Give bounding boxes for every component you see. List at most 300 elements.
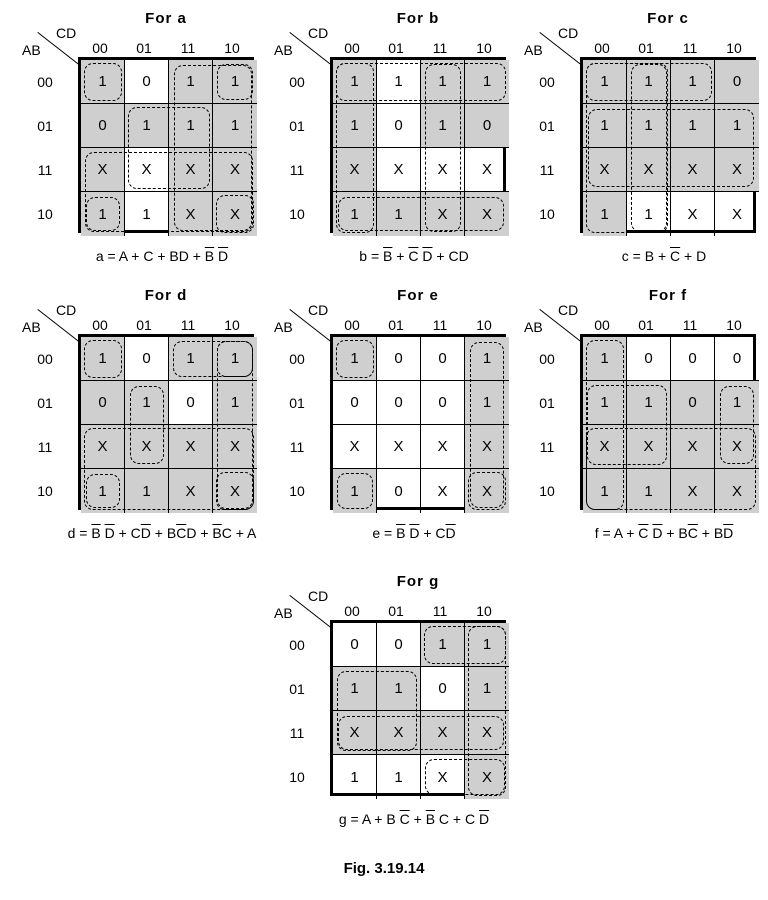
kmap-cell: [333, 381, 377, 425]
kmap-cell: [421, 104, 465, 148]
kmap-cell: [671, 381, 715, 425]
complemented-variable: $\overline{D}$: [104, 525, 115, 541]
complemented-variable: $\overline{D}$: [445, 525, 456, 541]
cell-value: 1: [350, 73, 359, 90]
cell-value: 1: [350, 768, 359, 786]
cell-value: X: [599, 438, 610, 455]
column-header: 01: [388, 317, 404, 333]
cell-value: 1: [98, 73, 107, 90]
cell-value: X: [97, 161, 108, 178]
cell-value: 1: [230, 394, 240, 411]
cell-value: 1: [186, 117, 195, 134]
row-header: 00: [539, 74, 555, 90]
cell-value: X: [731, 161, 742, 178]
cell-value: 0: [394, 394, 403, 411]
cell-value: 1: [230, 350, 240, 367]
kmap-cell: [377, 755, 421, 799]
cell-value: 0: [688, 394, 697, 411]
complemented-variable: $\overline{B}$: [212, 525, 222, 541]
row-header: 10: [37, 206, 53, 222]
row-header: 01: [539, 118, 555, 134]
column-header: 00: [344, 317, 360, 333]
kmap-cell: [583, 148, 627, 192]
column-header: 01: [136, 40, 152, 56]
column-header: 11: [432, 603, 448, 619]
column-header: 00: [92, 317, 108, 333]
row-header: 10: [539, 483, 555, 499]
cell-value: X: [229, 161, 240, 178]
complemented-variable: $\overline{C}$: [670, 248, 681, 264]
kmap-cell: [333, 60, 377, 104]
kmap-cell: [333, 337, 377, 381]
cell-value: X: [393, 724, 404, 741]
cell-value: 1: [438, 117, 447, 134]
kmap-cell: [465, 104, 509, 148]
kmap-cell: [125, 148, 169, 192]
kmap-cell: [377, 381, 421, 425]
equation-term: + B: [662, 525, 688, 541]
column-header: 10: [726, 317, 742, 333]
row-header: 01: [539, 395, 555, 411]
cell-value: 1: [482, 394, 492, 411]
kmap-cell: [377, 148, 421, 192]
kmap-f: [514, 287, 742, 547]
kmap-cell: [627, 192, 671, 236]
cell-value: X: [141, 161, 152, 178]
kmap-grid: [78, 334, 254, 510]
kmap-grid: [78, 57, 254, 233]
kmap-cell: [169, 469, 213, 513]
boolean-equation: [534, 525, 768, 541]
cell-value: X: [687, 438, 698, 455]
kmap-cell: [465, 711, 509, 755]
equation-term: C + C: [435, 811, 479, 827]
cell-value: 1: [350, 117, 359, 134]
cell-value: X: [481, 724, 492, 741]
kmap-cell: [421, 623, 465, 667]
complemented-variable: $\overline{D}$: [652, 525, 663, 541]
kmap-cell: [715, 148, 759, 192]
kmap-cell: [421, 667, 465, 711]
cell-value: 1: [98, 350, 107, 367]
kmap-grid: [330, 620, 506, 796]
kmap-cell: [169, 381, 213, 425]
kmap-cell: [465, 337, 509, 381]
kmap-cell: [671, 104, 715, 148]
complemented-variable: $\overline{C}$: [638, 525, 649, 541]
kmap-cell: [421, 148, 465, 192]
cell-value: 0: [482, 117, 492, 134]
equation-term: + CD: [432, 248, 469, 264]
equation-term: +: [409, 811, 426, 827]
kmap-cell: [421, 425, 465, 469]
cell-value: X: [687, 161, 698, 178]
kmap-cell: [627, 337, 671, 381]
kmap-cell: [671, 60, 715, 104]
cell-value: 1: [644, 73, 653, 90]
row-header: 01: [37, 395, 53, 411]
kmap-cell: [583, 192, 627, 236]
cell-value: 0: [438, 680, 447, 697]
equation-term: + B: [697, 525, 724, 541]
row-header: 01: [289, 118, 305, 134]
boolean-equation: [284, 811, 544, 827]
kmap-cell: [465, 192, 509, 236]
complemented-variable: $\overline{B}$: [91, 525, 101, 541]
kmap-c: [514, 10, 742, 270]
cell-value: 1: [482, 680, 492, 697]
row-header: 00: [289, 74, 305, 90]
complemented-variable: $\overline{C}$: [687, 525, 698, 541]
cell-value: X: [185, 205, 196, 223]
kmap-grid: [580, 334, 756, 510]
row-header: 11: [37, 162, 53, 178]
ab-axis-label: AB: [274, 605, 293, 621]
cell-value: 1: [688, 117, 697, 134]
kmap-cell: [627, 148, 671, 192]
equation-term: + B: [150, 525, 177, 541]
cell-value: X: [185, 482, 196, 500]
cell-value: 0: [394, 117, 403, 134]
equation-term: D +: [186, 525, 213, 541]
row-header: 00: [289, 637, 305, 653]
equation-term: + C: [419, 525, 446, 541]
kmap-cell: [715, 337, 759, 381]
kmap-cell: [81, 337, 125, 381]
cell-value: X: [731, 482, 742, 500]
complemented-variable: $\overline{C}$: [399, 811, 410, 827]
complemented-variable: $\overline{D}$: [723, 525, 734, 541]
cell-value: X: [97, 438, 108, 455]
cell-value: 1: [482, 636, 492, 653]
cell-value: 0: [186, 394, 195, 411]
cell-value: 1: [186, 73, 195, 90]
kmap-cell: [715, 104, 759, 148]
cell-value: X: [481, 205, 492, 223]
kmap-cell: [213, 425, 257, 469]
kmap-cell: [715, 425, 759, 469]
cell-value: X: [393, 438, 404, 455]
kmap-cell: [125, 425, 169, 469]
equation-term: +: [392, 248, 409, 264]
ab-axis-label: AB: [274, 42, 293, 58]
cell-value: X: [437, 205, 448, 223]
cell-value: 0: [644, 350, 653, 367]
kmap-cell: [627, 425, 671, 469]
cell-value: 1: [98, 205, 107, 223]
column-header: 00: [594, 317, 610, 333]
cd-axis-label: CD: [558, 25, 579, 41]
kmap-cell: [377, 337, 421, 381]
ab-axis-label: AB: [22, 319, 41, 335]
kmap-title: For c: [647, 10, 689, 27]
cell-value: 1: [644, 482, 653, 500]
cell-value: X: [731, 205, 742, 223]
boolean-equation: [32, 525, 292, 541]
kmap-cell: [81, 60, 125, 104]
kmap-cell: [213, 104, 257, 148]
cell-value: X: [185, 161, 196, 178]
equation-term: + D: [680, 248, 707, 264]
kmap-cell: [627, 381, 671, 425]
kmap-title: For d: [144, 287, 188, 304]
cell-value: X: [437, 768, 448, 786]
ab-axis-label: AB: [524, 319, 543, 335]
cell-value: X: [437, 161, 448, 178]
cell-value: 0: [350, 394, 359, 411]
column-header: 00: [344, 40, 360, 56]
kmap-cell: [125, 337, 169, 381]
row-header: 11: [289, 725, 305, 741]
kmap-cell: [213, 148, 257, 192]
cell-value: X: [643, 438, 654, 455]
cell-value: 1: [230, 73, 240, 90]
kmap-cell: [583, 104, 627, 148]
column-header: 00: [344, 603, 360, 619]
kmap-cell: [333, 192, 377, 236]
boolean-equation: [32, 248, 292, 264]
kmap-cell: [583, 469, 627, 513]
kmap-b: [264, 10, 492, 270]
row-header: 00: [539, 351, 555, 367]
kmap-cell: [333, 469, 377, 513]
kmap-cell: [333, 148, 377, 192]
ab-axis-label: AB: [524, 42, 543, 58]
cell-value: 0: [350, 636, 359, 653]
kmap-cell: [465, 755, 509, 799]
kmap-cell: [627, 60, 671, 104]
column-header: 00: [594, 40, 610, 56]
boolean-equation: [534, 248, 768, 264]
equation-term: C + A: [221, 525, 257, 541]
kmap-cell: [465, 667, 509, 711]
row-header: 01: [289, 681, 305, 697]
equation-term: c = B +: [621, 248, 671, 264]
kmap-cell: [333, 623, 377, 667]
cell-value: 1: [732, 117, 742, 134]
equation-term: a = A + C + BD +: [95, 248, 205, 264]
kmap-cell: [169, 192, 213, 236]
row-header: 10: [289, 206, 305, 222]
cell-value: 1: [732, 394, 742, 411]
cell-value: 1: [600, 73, 609, 90]
cell-value: 0: [732, 350, 742, 367]
kmap-cell: [583, 337, 627, 381]
kmap-cell: [125, 104, 169, 148]
kmap-cell: [169, 425, 213, 469]
row-header: 10: [289, 769, 305, 785]
cell-value: X: [437, 724, 448, 741]
kmap-cell: [671, 337, 715, 381]
column-header: 10: [476, 317, 492, 333]
cell-value: X: [393, 161, 404, 178]
cell-value: 1: [600, 350, 609, 367]
column-header: 01: [638, 317, 654, 333]
kmap-cell: [583, 425, 627, 469]
row-header: 10: [37, 483, 53, 499]
column-header: 11: [180, 40, 196, 56]
cell-value: 1: [600, 117, 609, 134]
cell-value: 1: [142, 117, 151, 134]
column-header: 01: [388, 40, 404, 56]
kmap-cell: [81, 469, 125, 513]
cell-value: 0: [98, 117, 107, 134]
equation-term: b =: [359, 248, 384, 264]
kmap-cell: [377, 425, 421, 469]
kmap-cell: [333, 711, 377, 755]
kmap-cell: [421, 381, 465, 425]
cell-value: 0: [732, 73, 742, 90]
cell-value: X: [229, 205, 240, 223]
complemented-variable: $\overline{D}$: [422, 248, 433, 264]
kmap-cell: [213, 337, 257, 381]
kmap-cell: [421, 192, 465, 236]
kmap-cell: [169, 104, 213, 148]
column-header: 01: [388, 603, 404, 619]
kmap-cell: [213, 60, 257, 104]
figure-caption: Fig. 3.19.14: [343, 860, 425, 877]
cell-value: X: [481, 482, 492, 500]
cell-value: 0: [98, 394, 107, 411]
column-header: 11: [180, 317, 196, 333]
column-header: 10: [224, 40, 240, 56]
kmap-cell: [377, 60, 421, 104]
cell-value: X: [481, 768, 492, 786]
cell-value: X: [349, 724, 360, 741]
cell-value: 1: [600, 394, 609, 411]
cell-value: 1: [600, 205, 609, 223]
cell-value: 0: [688, 350, 697, 367]
kmap-cell: [421, 60, 465, 104]
cell-value: 1: [394, 768, 403, 786]
kmap-cell: [715, 469, 759, 513]
cell-value: 1: [688, 73, 697, 90]
kmap-cell: [213, 192, 257, 236]
kmap-cell: [213, 469, 257, 513]
complemented-variable: $\overline{D}$: [479, 811, 490, 827]
boolean-equation: [284, 525, 544, 541]
kmap-cell: [465, 469, 509, 513]
kmap-cell: [421, 469, 465, 513]
kmap-cell: [671, 425, 715, 469]
kmap-cell: [627, 469, 671, 513]
kmap-cell: [377, 711, 421, 755]
kmap-cell: [583, 381, 627, 425]
cell-value: 1: [438, 636, 447, 653]
kmap-cell: [465, 623, 509, 667]
column-header: 10: [224, 317, 240, 333]
cell-value: 1: [350, 205, 359, 223]
column-header: 01: [136, 317, 152, 333]
kmap-title: For f: [648, 287, 688, 304]
kmap-cell: [671, 192, 715, 236]
kmap-cell: [213, 381, 257, 425]
kmap-cell: [715, 60, 759, 104]
kmap-cell: [333, 104, 377, 148]
cell-value: 1: [142, 394, 151, 411]
cell-value: 0: [142, 350, 151, 367]
kmap-grid: [330, 334, 506, 510]
cell-value: X: [481, 161, 492, 178]
cell-value: 1: [644, 394, 653, 411]
row-header: 11: [539, 439, 555, 455]
kmap-cell: [169, 60, 213, 104]
kmap-cell: [465, 148, 509, 192]
kmap-cell: [465, 425, 509, 469]
kmap-a: [12, 10, 240, 270]
row-header: 00: [37, 74, 53, 90]
row-header: 10: [289, 483, 305, 499]
cell-value: 1: [98, 482, 107, 500]
kmap-cell: [715, 192, 759, 236]
cell-value: 0: [142, 73, 151, 90]
equation-term: e =: [372, 525, 397, 541]
cell-value: 0: [394, 350, 403, 367]
cell-value: X: [643, 161, 654, 178]
kmap-cell: [81, 381, 125, 425]
cell-value: X: [141, 438, 152, 455]
complemented-variable: $\overline{D}$: [140, 525, 151, 541]
cell-value: 1: [186, 350, 195, 367]
kmap-cell: [169, 337, 213, 381]
cell-value: X: [599, 161, 610, 178]
row-header: 11: [539, 162, 555, 178]
cell-value: 1: [644, 117, 653, 134]
column-header: 10: [476, 40, 492, 56]
cell-value: X: [731, 438, 742, 455]
cell-value: X: [229, 482, 240, 500]
kmap-cell: [81, 425, 125, 469]
cell-value: 1: [142, 205, 151, 223]
kmap-cell: [333, 755, 377, 799]
kmap-cell: [125, 469, 169, 513]
kmap-cell: [125, 60, 169, 104]
cell-value: X: [229, 438, 240, 455]
kmap-cell: [627, 104, 671, 148]
cell-value: 1: [350, 350, 359, 367]
cell-value: 1: [644, 205, 653, 223]
kmap-title: For a: [145, 10, 187, 27]
cell-value: X: [437, 482, 448, 500]
cell-value: X: [687, 482, 698, 500]
cell-value: 0: [438, 350, 447, 367]
kmap-cell: [333, 667, 377, 711]
kmap-cell: [671, 469, 715, 513]
kmap-title: For g: [396, 573, 440, 590]
equation-term: d =: [67, 525, 92, 541]
kmap-cell: [715, 381, 759, 425]
cell-value: 1: [482, 73, 492, 90]
cell-value: X: [481, 438, 492, 455]
cell-value: X: [687, 205, 698, 223]
cell-value: X: [349, 438, 360, 455]
column-header: 11: [682, 40, 698, 56]
equation-term: g = A + B: [338, 811, 400, 827]
cell-value: 1: [394, 73, 403, 90]
row-header: 01: [37, 118, 53, 134]
cell-value: 1: [600, 482, 609, 500]
equation-term: + C: [114, 525, 141, 541]
kmap-cell: [421, 711, 465, 755]
kmap-cell: [421, 755, 465, 799]
cd-axis-label: CD: [308, 588, 329, 604]
kmap-cell: [377, 104, 421, 148]
cell-value: 0: [394, 482, 403, 500]
kmap-e: [264, 287, 492, 547]
cell-value: 0: [394, 636, 403, 653]
ab-axis-label: AB: [22, 42, 41, 58]
kmap-grid: [580, 57, 756, 233]
